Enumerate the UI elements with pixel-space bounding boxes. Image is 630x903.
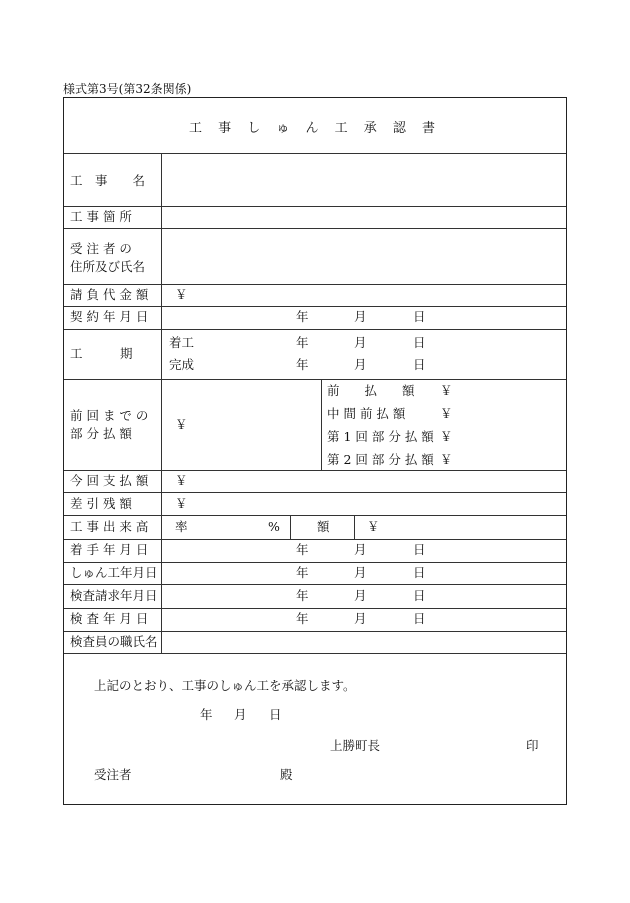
label-current-payment: 今 回 支 払 額 [70,473,149,488]
label-start-date: 着 手 年 月 日 [70,542,149,557]
yen-current-payment: ￥ [175,473,188,488]
label-contract-date: 契 約 年 月 日 [70,309,149,324]
period-start-label: 着工 [169,335,195,350]
sub-payment-interim-advance: 中 間 前 払 額 [327,406,406,421]
label-work-progress: 工 事 出 来 高 [70,519,149,534]
label-contractor-line2: 住所及び氏名 [70,259,146,274]
form-title: 工 事 し ゅ ん 工 承 認 書 [188,121,442,136]
yen-advance: ￥ [440,383,453,398]
progress-rate-label: 率 [175,519,188,534]
yen-prior-partial: ￥ [175,417,188,432]
completion-approval-form: 工 事 し ゅ ん 工 承 認 書 工 事 名 工 事 箇 所 受 注 者 の 住所及び氏名 請 負 代 金 額 契 約 年 月 日 工 期 前 回 ま で の 部 分 払 額 今 回 支 払 額 差 引 残 額 工 事 出 来 高 着 手 年 月 日 しゅん工年月日 検査請求年月日 検 査 年 月 日 検査員の職氏名 ￥ ￥ ￥ ￥ ￥ 年 月 日 着工 完成 年 月 日 年 月 日 前 払 額 ￥ 中 間 前 払 額 ￥ 第 1 回 部 分 払 額 ￥ 第 2 回 部 分 払 額 ￥ 率 % 額 年 月 日 年 月 日 年 月 日 年 月 日 上記のとおり、工事のしゅん工を承認します。 年 月 日 上勝町長 印 受注者 殿 [63,97,567,805]
yen-first-partial: ￥ [440,429,453,444]
sub-payment-first-partial: 第 1 回 部 分 払 額 [327,429,434,444]
progress-percent-sign: % [268,519,280,534]
label-inspector-name: 検査員の職氏名 [70,634,158,649]
label-remaining-balance: 差 引 残 額 [70,496,132,511]
yen-progress-amount: ￥ [367,519,380,534]
label-prior-partial-line1: 前 回 ま で の [70,408,149,423]
yen-contract-amount: ￥ [175,287,188,302]
approval-statement: 上記のとおり、工事のしゅん工を承認します。 [94,678,356,693]
label-inspection-date: 検 査 年 月 日 [70,611,149,626]
sub-payment-advance: 前 払 額 [327,383,415,398]
issuer-name: 上勝町長 [330,738,381,753]
yen-remaining-balance: ￥ [175,496,188,511]
label-completion-date: しゅん工年月日 [70,565,158,580]
label-prior-partial-line2: 部 分 払 額 [70,426,132,441]
label-contractor-line1: 受 注 者 の [70,241,132,256]
seal-mark: 印 [526,738,539,753]
yen-interim-advance: ￥ [440,406,453,421]
honorific: 殿 [280,767,293,782]
label-inspection-request-date: 検査請求年月日 [70,588,158,603]
progress-amount-label: 額 [317,519,330,534]
label-construction-period: 工 期 [70,346,133,361]
label-construction-name: 工 事 名 [70,173,146,188]
label-contract-amount: 請 負 代 金 額 [70,287,149,302]
period-end-label: 完成 [169,357,195,372]
label-construction-location: 工 事 箇 所 [70,209,132,224]
yen-second-partial: ￥ [440,452,453,467]
form-number-caption: 様式第3号(第32条関係) [63,82,192,96]
recipient-label: 受注者 [94,767,132,782]
sub-payment-second-partial: 第 2 回 部 分 払 額 [327,452,434,467]
